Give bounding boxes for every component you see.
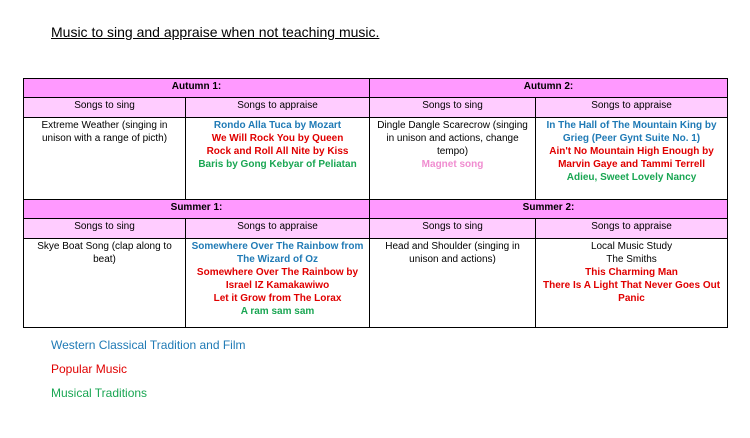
autumn1-sing-cell [24, 118, 186, 200]
summer1-appraise-item: Somewhere Over The Rainbow by Israel IZ Kamakawiwo [196, 267, 359, 291]
autumn1-appraise-item: Rondo Alla Tuca by Mozart [213, 120, 342, 131]
autumn1-sing-header: Songs to sing [24, 98, 186, 118]
summer1-sing-header: Songs to sing [24, 219, 186, 239]
summer2-sing-header: Songs to sing [370, 219, 536, 239]
music-plan-table [23, 78, 728, 328]
autumn2-heading: Autumn 2: [370, 79, 728, 98]
autumn1-appraise-item: Rock and Roll All Nite by Kiss [206, 146, 349, 157]
autumn2-appraise-item: In The Hall of The Mountain King by Grieg (Peer Gynt Suite No. 1) [546, 120, 717, 144]
summer2-sing-song: Head and Shoulder (singing in unison and actions) [385, 241, 520, 265]
autumn2-appraise-cell [536, 118, 728, 200]
autumn1-appraise-cell [186, 118, 370, 200]
summer1-sing-song: Skye Boat Song (clap along to beat) [37, 241, 172, 265]
summer1-appraise-item: Let it Grow from The Lorax [213, 293, 342, 304]
summer2-appraise-header: Songs to appraise [536, 219, 728, 239]
legend-western-classical: Western Classical Tradition and Film [51, 338, 246, 352]
summer2-sing-cell [370, 239, 536, 328]
summer2-appraise-cell [536, 239, 728, 328]
summer2-appraise-item: This Charming Man [585, 267, 678, 278]
autumn1-appraise-header: Songs to appraise [186, 98, 370, 118]
legend-musical-traditions: Musical Traditions [51, 386, 148, 400]
summer2-appraise-item: There Is A Light That Never Goes Out [542, 280, 721, 291]
summer2-appraise-item: Panic [618, 293, 645, 304]
autumn2-appraise-item: Adieu, Sweet Lovely Nancy [566, 172, 697, 183]
summer1-appraise-cell [186, 239, 370, 328]
summer1-sing-cell [24, 239, 186, 328]
summer1-heading: Summer 1: [24, 200, 370, 219]
autumn2-sing-header: Songs to sing [370, 98, 536, 118]
autumn2-sing-extra: Magnet song [421, 159, 484, 170]
autumn1-sing-song: Extreme Weather (singing in unison with a range of picth) [41, 120, 168, 144]
summer1-appraise-header: Songs to appraise [186, 219, 370, 239]
summer1-appraise-item: A ram sam sam [240, 306, 315, 317]
autumn2-sing-song: Dingle Dangle Scarecrow (singing in unison and actions, change tempo) [377, 120, 528, 157]
legend-popular-music: Popular Music [51, 362, 128, 376]
summer2-heading: Summer 2: [370, 200, 728, 219]
autumn2-appraise-header: Songs to appraise [536, 98, 728, 118]
autumn1-appraise-item: Baris by Gong Kebyar of Peliatan [198, 159, 357, 170]
summer2-appraise-item: The Smiths [606, 254, 657, 265]
autumn2-appraise-item: Ain't No Mountain High Enough by Marvin Gaye and Tammi Terrell [549, 146, 714, 170]
summer2-appraise-item: Local Music Study [590, 241, 673, 252]
autumn1-appraise-item: We Will Rock You by Queen [211, 133, 344, 144]
page-title: Music to sing and appraise when not teaching music. [51, 24, 380, 40]
autumn1-heading: Autumn 1: [24, 79, 370, 98]
autumn2-sing-cell [370, 118, 536, 200]
summer1-appraise-item: Somewhere Over The Rainbow from The Wizard of Oz [191, 241, 364, 265]
